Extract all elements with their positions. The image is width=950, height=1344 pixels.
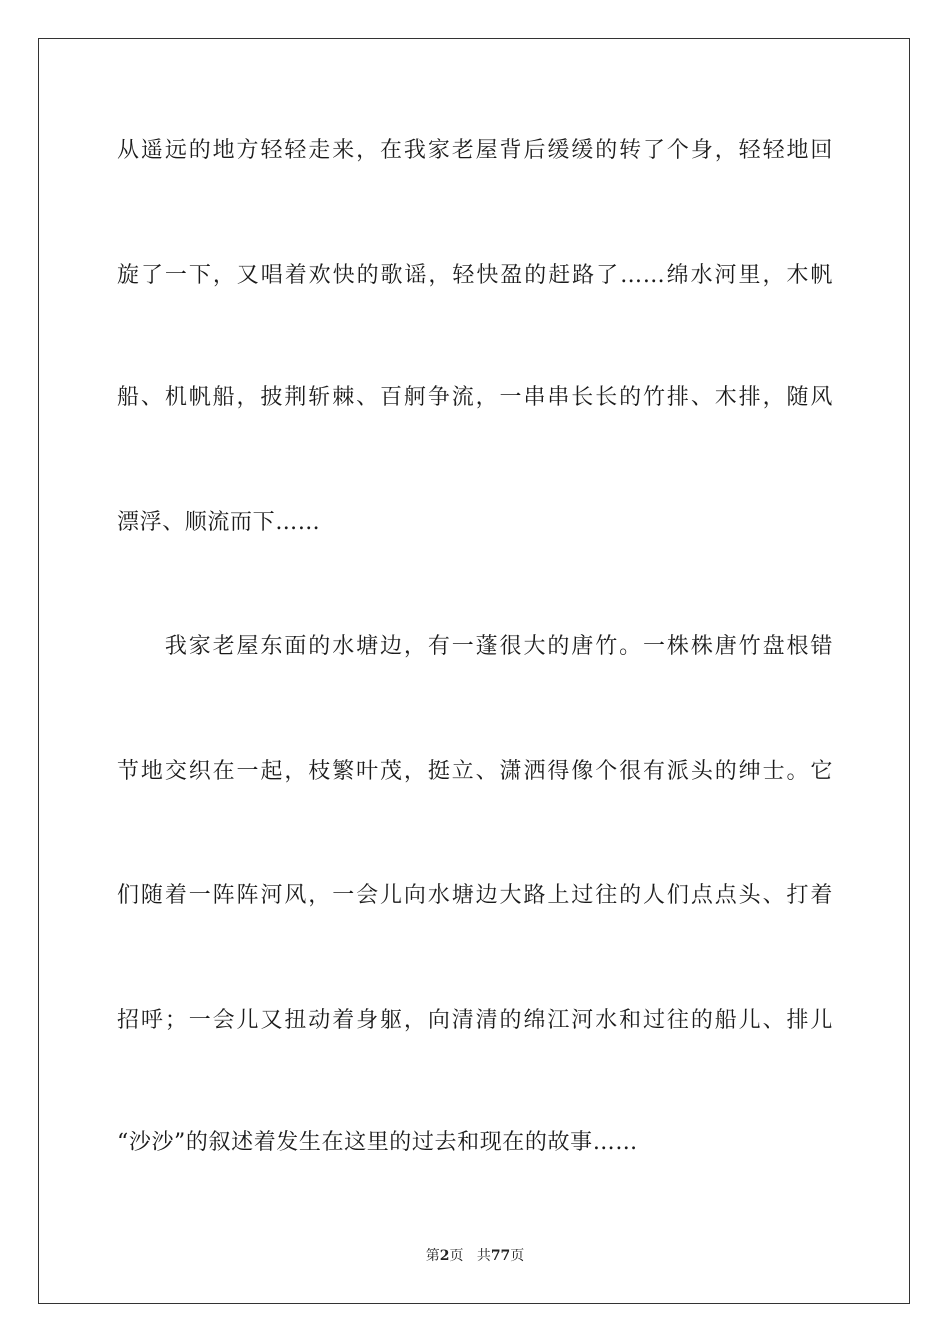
text-line: 旋了一下，又唱着欢快的歌谣，轻快盈的赶路了……绵水河里，木帆 (117, 263, 833, 288)
text-line: 们随着一阵阵河风，一会儿向水塘边大路上过往的人们点点头、打着 (117, 883, 833, 908)
page-footer (0, 1246, 950, 1266)
text-line: “沙沙”的叙述着发生在这里的过去和现在的故事…… (117, 1130, 638, 1155)
text-line: 我家老屋东面的水塘边，有一蓬很大的唐竹。一株株唐竹盘根错 (117, 634, 833, 659)
text-line: 从遥远的地方轻轻走来，在我家老屋背后缓缓的转了个身，轻轻地回 (117, 138, 833, 163)
page-suffix: 页 (449, 1248, 464, 1264)
text-line: 招呼；一会儿又扭动着身躯，向清清的绵江河水和过往的船儿、排儿 (117, 1008, 833, 1033)
text-line: 节地交织在一起，枝繁叶茂，挺立、潇洒得像个很有派头的绅士。它 (117, 759, 833, 784)
text-line: 船、机帆船，披荆斩棘、百舸争流，一串串长长的竹排、木排，随风 (117, 385, 833, 410)
page-border (38, 38, 910, 1304)
total-prefix: 共 (476, 1248, 491, 1264)
text-line: 漂浮、顺流而下…… (117, 510, 321, 535)
total-suffix: 页 (510, 1248, 525, 1264)
total-pages: 77 (490, 1248, 511, 1264)
page-prefix: 第 (425, 1248, 440, 1264)
page-number: 2 (439, 1248, 450, 1264)
